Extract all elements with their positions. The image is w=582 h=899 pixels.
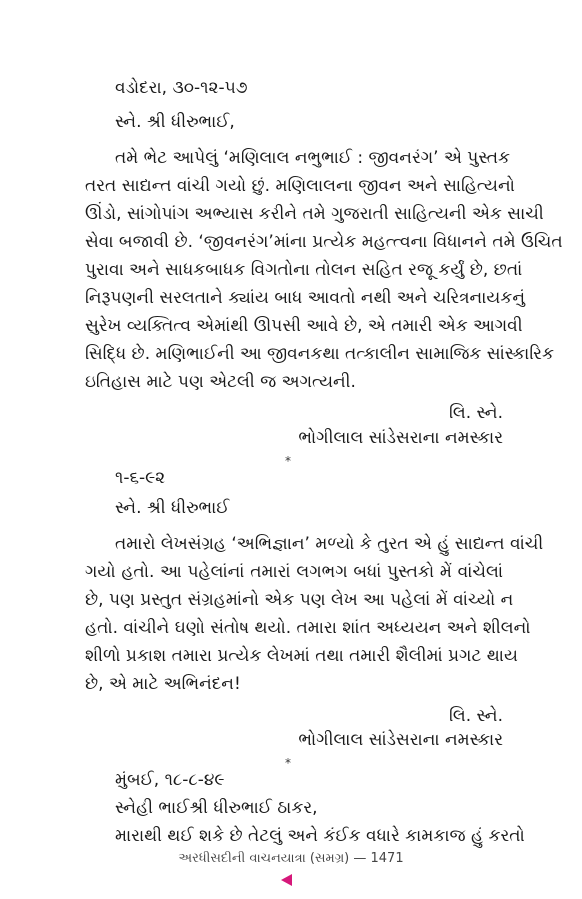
letter2-line: શીળો પ્રકાશ તમારા પ્રત્યેક લેખમાં તથા તમારી શૈલીમાં પ્રગટ થાય [85, 646, 518, 666]
letter1-date: વડોદરા, ૩૦-૧૨-૫૭ [115, 78, 248, 98]
letter3-date: મુંબઈ, ૧૮-૮-૪૯ [115, 770, 225, 790]
letter2-line: હતો. વાંચીને ઘણો સંતોષ થયો. તમારા શાંત અધ્યયન અને શીલનો [85, 618, 531, 638]
letter2-closing: લિ. સ્ને. [449, 706, 503, 726]
letter1-line: સિદ્ધિ છે. મણિભાઈની આ જીવનકથા તત્કાલીન સામાજિક સાંસ્કારિક [85, 344, 554, 364]
letter2-line: છે, પણ પ્રસ્તુત સંગ્રહમાંનો એક પણ લેખ આ પહેલાં મેં વાંચ્યો ન [85, 590, 514, 610]
section-separator: * [285, 756, 291, 770]
letter1-line: તરત સાદ્યન્ત વાંચી ગયો છું. મણિલાલના જીવન અને સાહિત્યનો [85, 176, 515, 196]
letter1-line: ઇતિહાસ માટે પણ એટલી જ અગત્યની. [85, 372, 356, 392]
left-triangle-icon[interactable] [281, 874, 292, 886]
letter2-signature: ભોગીલાલ સાંડેસરાના નમસ્કાર [298, 730, 503, 750]
letter1-line: ઊંડો, સાંગોપાંગ અભ્યાસ કરીને તમે ગુજરાતી સાહિત્યની એક સાચી [85, 204, 544, 224]
letter1-line: તમે ભેટ આપેલું ‘મણિલાલ નભુભાઈ : જીવનરંગ’ એ પુસ્તક [115, 148, 511, 168]
letter1-signature: ભોગીલાલ સાંડેસરાના નમસ્કાર [298, 428, 503, 448]
letter2-line: ગયો હતો. આ પહેલાંનાં તમારાં લગભગ બધાં પુસ્તકો મેં વાંચેલાં [85, 562, 503, 582]
section-separator: * [285, 454, 291, 468]
letter1-salutation: સ્ને. શ્રી ધીરુભાઈ, [115, 112, 235, 132]
letter1-line: સુરેખ વ્યક્તિત્વ એમાંથી ઊપસી આવે છે, એ તમારી એક આગવી [85, 316, 523, 336]
letter2-line: છે, એ માટે અભિનંદન! [85, 674, 241, 694]
letter1-closing: લિ. સ્ને. [449, 403, 503, 423]
letter1-line: નિરૂપણની સરલતાને ક્યાંય બાધ આવતો નથી અને ચરિત્રનાયકનું [85, 288, 525, 308]
letter2-salutation: સ્ને. શ્રી ધીરુભાઈ [115, 498, 230, 518]
letter3-line: મારાથી થઈ શકે છે તેટલું અને કંઈક વધારે કામકાજ હું કરતો [115, 826, 525, 846]
letter3-salutation: સ્નેહી ભાઈશ્રી ધીરુભાઈ ઠાકર, [115, 798, 318, 818]
letter1-line: સેવા બજાવી છે. ‘જીવનરંગ’માંના પ્રત્યેક મહત્ત્વના વિધાનને તમે ઉચિત [85, 232, 563, 252]
letter1-line: પુરાવા અને સાધકબાધક વિગતોના તોલન સહિત રજૂ કર્યું છે, છતાં [85, 260, 523, 280]
page-footer: અરધીસદીની વાચનયાત્રા (સમગ્ર) — 1471 [178, 851, 404, 866]
letter2-line: તમારો લેખસંગ્રહ ‘અભિજ્ઞાન’ મળ્યો કે તુરત એ હું સાદ્યન્ત વાંચી [115, 534, 544, 554]
letter2-date: ૧-૬-૯૨ [115, 468, 166, 488]
